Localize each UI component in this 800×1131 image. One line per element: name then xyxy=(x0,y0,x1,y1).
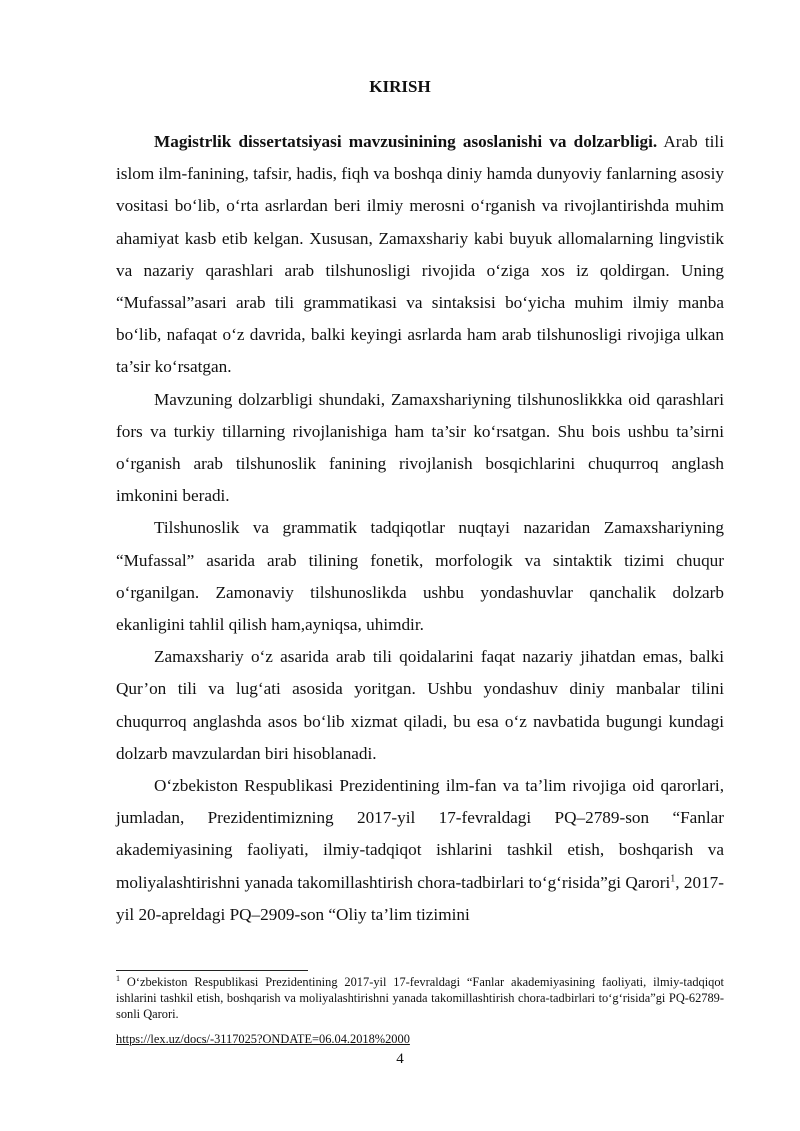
footnote-number: 1 xyxy=(116,973,120,983)
footnote-separator xyxy=(116,970,308,971)
paragraph-1 xyxy=(116,126,724,384)
body-text xyxy=(116,126,724,931)
footnote-link[interactable]: https://lex.uz/docs/-3117025?ONDATE=06.04.2018%2000 xyxy=(116,1032,410,1046)
paragraph-4: Zamaxshariy o‘z asarida arab tili qoidalarini faqat nazariy jihatdan emas, balki Qur’on tili va lug‘ati asosida yoritgan. Ushbu yondashuv diniy manbalar tilini chuqurroq anglashda asos bo‘lib xizmat qiladi, bu esa o‘z navbatida bugungi kundagi dolzarb mavzulardan biri hisoblanadi. xyxy=(116,647,724,763)
page-number: 4 xyxy=(396,1051,404,1067)
page-title: KIRISH xyxy=(369,77,431,96)
paragraph-3: Tilshunoslik va grammatik tadqiqotlar nuqtayi nazaridan Zamaxshariyning “Mufassal” asarida arab tilining fonetik, morfologik va sintaktik tizimi chuqur o‘rganilgan. Zamonaviy tilshunoslikda ushbu yondashuvlar qanchalik dolzarb ekanligini tahlil qilish ham,ayniqsa, uhimdir. xyxy=(116,518,724,635)
footnote xyxy=(116,974,724,1023)
footnote-reference[interactable]: 1 xyxy=(670,872,676,884)
footnote-text: O‘zbekiston Respublikasi Prezidentining 2017-yil 17-fevraldagi “Fanlar akademiyasining faoliyati, ilmiy-tadqiqot ishlarini tashkil etish, boshqarish va moliyalashtirishni yanada takomillashtirish chora-tadbirlari to‘g‘risida”gi PQ-62789-sonli Qarori. xyxy=(116,975,724,1022)
section-heading: Magistrlik dissertatsiyasi mavzusinining asoslanishi va dolzarbligi. xyxy=(154,132,658,151)
paragraph-5-text-b: , 2017-yil 20-apreldagi PQ–2909-son “Oliy ta’lim tizimini xyxy=(116,872,724,924)
paragraph-1-text: Arab tili islom ilm-fanining, tafsir, hadis, fiqh va boshqa diniy hamda dunyoviy fanlarning asosiy vositasi bo‘lib, o‘rta asrlardan beri ilmiy merosni o‘rganish va rivojlantirishda muhim ahamiyat kasb etib kelgan. Xususan, Zamaxshariy kabi buyuk allomalarning lingvistik va nazariy qarashlari arab tilshunosligi rivojida o‘ziga xos iz qoldirgan. Uning “Mufassal”asari arab tili grammatikasi va sintaksisi bo‘yicha muhim ilmiy manba bo‘lib, nafaqat o‘z davrida, balki keyingi asrlarda ham arab tilshunosligi rivojiga ulkan ta’sir ko‘rsatgan. xyxy=(116,132,724,377)
paragraph-5-text-a: O‘zbekiston Respublikasi Prezidentining ilm-fan va ta’lim rivojiga oid qarorlari, jumladan, Prezidentimizning 2017-yil 17-fevraldagi PQ–2789-son “Fanlar akademiyasining faoliyati, ilmiy-tadqiqot ishlarini tashkil etish, boshqarish va moliyalashtirishni yanada takomillashtirish chora-tadbirlari to‘g‘risida”gi Qarori xyxy=(116,776,724,892)
paragraph-2: Mavzuning dolzarbligi shundaki, Zamaxshariyning tilshunoslikkka oid qarashlari fors va turkiy tillarning rivojlanishiga ham ta’sir ko‘rsatgan. Shu bois ushbu ta’sirni o‘rganish arab tilshunoslik fanining rivojlanish bosqichlarini chuqurroq anglash imkonini beradi. xyxy=(116,389,724,506)
paragraph-5 xyxy=(116,770,724,931)
